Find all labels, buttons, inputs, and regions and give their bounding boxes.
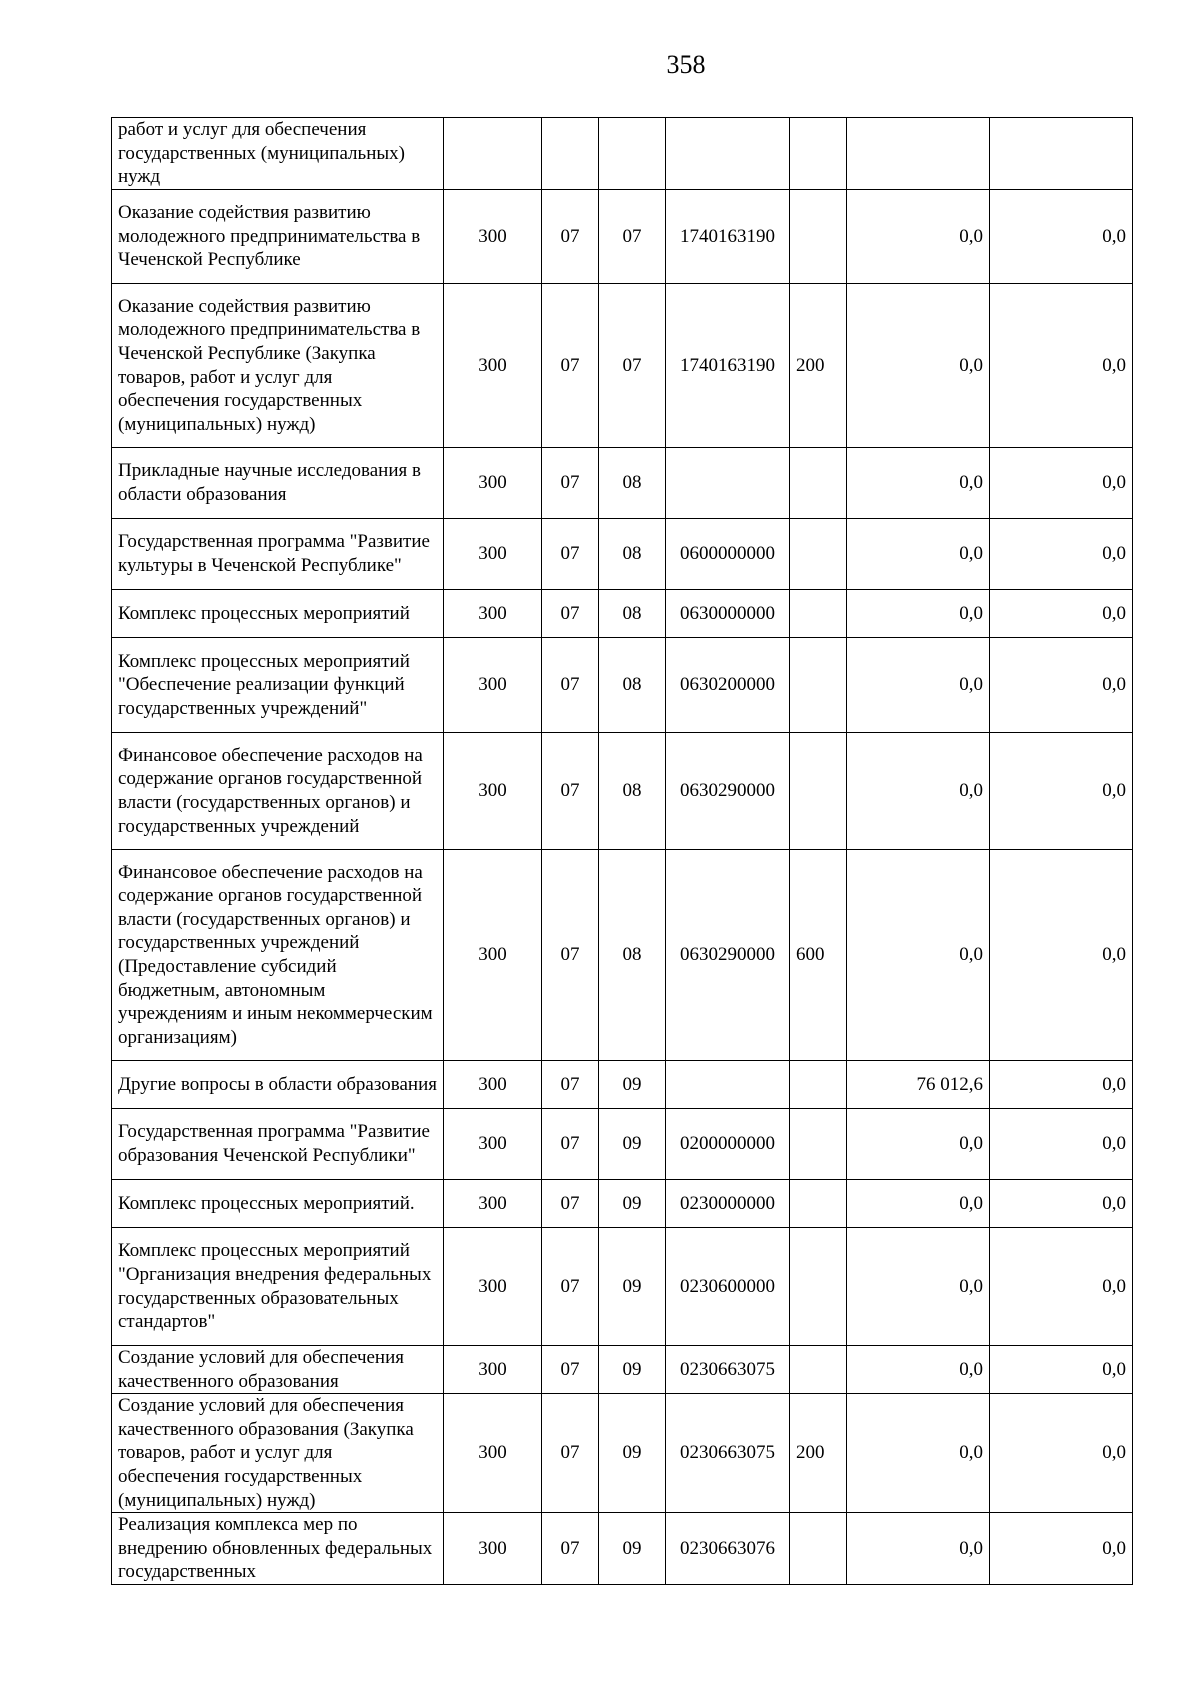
table-row	[112, 1346, 1133, 1394]
table-row	[112, 590, 1133, 638]
cell-admin-code: 300	[444, 190, 542, 284]
cell-subsection: 09	[599, 1346, 666, 1394]
cell-name: Другие вопросы в области образования	[112, 1061, 444, 1109]
cell-target-article: 0230663075	[666, 1346, 790, 1394]
cell-admin-code: 300	[444, 1109, 542, 1180]
table-row	[112, 118, 1133, 190]
cell-amount-2: 0,0	[990, 1394, 1133, 1513]
cell-admin-code: 300	[444, 1180, 542, 1228]
cell-amount-1: 0,0	[847, 519, 990, 590]
cell-name: Комплекс процессных мероприятий	[112, 590, 444, 638]
cell-target-article: 0600000000	[666, 519, 790, 590]
cell-target-article	[666, 448, 790, 519]
cell-expense-type: 200	[790, 1394, 847, 1513]
cell-target-article: 0230000000	[666, 1180, 790, 1228]
cell-amount-1: 0,0	[847, 1228, 990, 1346]
cell-subsection: 09	[599, 1513, 666, 1585]
table-row	[112, 190, 1133, 284]
cell-amount-1: 76 012,6	[847, 1061, 990, 1109]
table-body	[112, 118, 1133, 1585]
cell-name: Прикладные научные исследования в области образования	[112, 448, 444, 519]
table-row	[112, 1180, 1133, 1228]
cell-name: Государственная программа "Развитие образования Чеченской Республики"	[112, 1109, 444, 1180]
cell-section: 07	[542, 850, 599, 1061]
cell-name: Государственная программа "Развитие культуры в Чеченской Республике"	[112, 519, 444, 590]
cell-amount-2: 0,0	[990, 190, 1133, 284]
cell-amount-1: 0,0	[847, 448, 990, 519]
cell-amount-1	[847, 118, 990, 190]
cell-section: 07	[542, 1228, 599, 1346]
cell-target-article: 0230663075	[666, 1394, 790, 1513]
cell-expense-type: 600	[790, 850, 847, 1061]
cell-amount-2: 0,0	[990, 284, 1133, 448]
cell-expense-type	[790, 1061, 847, 1109]
cell-name: Реализация комплекса мер по внедрению обновленных федеральных государственных	[112, 1513, 444, 1585]
cell-subsection: 09	[599, 1061, 666, 1109]
table-row	[112, 1061, 1133, 1109]
cell-target-article	[666, 118, 790, 190]
cell-amount-1: 0,0	[847, 284, 990, 448]
cell-name: Комплекс процессных мероприятий "Обеспечение реализации функций государственных учреждений"	[112, 638, 444, 733]
cell-expense-type	[790, 733, 847, 850]
cell-target-article: 0230600000	[666, 1228, 790, 1346]
cell-name: Комплекс процессных мероприятий.	[112, 1180, 444, 1228]
cell-amount-1: 0,0	[847, 638, 990, 733]
cell-admin-code: 300	[444, 284, 542, 448]
cell-section: 07	[542, 1394, 599, 1513]
cell-admin-code: 300	[444, 1513, 542, 1585]
cell-expense-type	[790, 1513, 847, 1585]
cell-section: 07	[542, 590, 599, 638]
cell-section: 07	[542, 1513, 599, 1585]
cell-section: 07	[542, 1109, 599, 1180]
cell-amount-2: 0,0	[990, 1346, 1133, 1394]
cell-expense-type: 200	[790, 284, 847, 448]
cell-expense-type	[790, 1109, 847, 1180]
table-row	[112, 1394, 1133, 1513]
cell-target-article: 0630290000	[666, 850, 790, 1061]
cell-amount-2: 0,0	[990, 590, 1133, 638]
cell-expense-type	[790, 519, 847, 590]
cell-amount-2: 0,0	[990, 448, 1133, 519]
cell-section	[542, 118, 599, 190]
cell-admin-code: 300	[444, 733, 542, 850]
cell-subsection: 08	[599, 733, 666, 850]
cell-subsection: 07	[599, 284, 666, 448]
cell-target-article: 0630290000	[666, 733, 790, 850]
cell-subsection: 07	[599, 190, 666, 284]
cell-expense-type	[790, 1346, 847, 1394]
cell-admin-code	[444, 118, 542, 190]
table-row	[112, 1513, 1133, 1585]
cell-amount-1: 0,0	[847, 850, 990, 1061]
cell-amount-1: 0,0	[847, 1109, 990, 1180]
cell-subsection: 08	[599, 638, 666, 733]
cell-amount-2: 0,0	[990, 1180, 1133, 1228]
cell-target-article: 0230663076	[666, 1513, 790, 1585]
budget-table	[111, 117, 1133, 1585]
cell-section: 07	[542, 1346, 599, 1394]
cell-amount-1: 0,0	[847, 590, 990, 638]
cell-amount-1: 0,0	[847, 190, 990, 284]
cell-expense-type	[790, 448, 847, 519]
cell-expense-type	[790, 1180, 847, 1228]
cell-admin-code: 300	[444, 448, 542, 519]
cell-expense-type	[790, 190, 847, 284]
cell-amount-2: 0,0	[990, 638, 1133, 733]
cell-target-article: 0630200000	[666, 638, 790, 733]
cell-amount-2: 0,0	[990, 733, 1133, 850]
cell-target-article: 1740163190	[666, 284, 790, 448]
cell-subsection: 08	[599, 850, 666, 1061]
cell-amount-1: 0,0	[847, 733, 990, 850]
cell-admin-code: 300	[444, 850, 542, 1061]
cell-amount-2	[990, 118, 1133, 190]
cell-expense-type	[790, 590, 847, 638]
table-row	[112, 733, 1133, 850]
cell-amount-2: 0,0	[990, 850, 1133, 1061]
cell-section: 07	[542, 1180, 599, 1228]
table-row	[112, 850, 1133, 1061]
cell-amount-2: 0,0	[990, 1228, 1133, 1346]
cell-target-article: 1740163190	[666, 190, 790, 284]
cell-section: 07	[542, 638, 599, 733]
cell-subsection: 09	[599, 1394, 666, 1513]
cell-name: Создание условий для обеспечения качественного образования (Закупка товаров, работ и услуг для обеспечения государственных (муниципальных) нужд)	[112, 1394, 444, 1513]
cell-name: Комплекс процессных мероприятий "Организация внедрения федеральных государственных образовательных стандартов"	[112, 1228, 444, 1346]
cell-expense-type	[790, 118, 847, 190]
cell-amount-1: 0,0	[847, 1346, 990, 1394]
table-row	[112, 519, 1133, 590]
cell-admin-code: 300	[444, 638, 542, 733]
cell-name: работ и услуг для обеспечения государственных (муниципальных) нужд	[112, 118, 444, 190]
cell-name: Оказание содействия развитию молодежного предпринимательства в Чеченской Республике (Закупка товаров, работ и услуг для обеспечения государственных (муниципальных) нужд)	[112, 284, 444, 448]
cell-name: Финансовое обеспечение расходов на содержание органов государственной власти (государственных органов) и государственных учреждений	[112, 733, 444, 850]
table-row	[112, 638, 1133, 733]
page-number: 358	[666, 50, 706, 79]
cell-subsection: 08	[599, 590, 666, 638]
cell-expense-type	[790, 638, 847, 733]
cell-subsection: 09	[599, 1180, 666, 1228]
cell-amount-2: 0,0	[990, 519, 1133, 590]
cell-target-article: 0200000000	[666, 1109, 790, 1180]
cell-section: 07	[542, 1061, 599, 1109]
cell-admin-code: 300	[444, 1346, 542, 1394]
cell-admin-code: 300	[444, 1394, 542, 1513]
cell-subsection: 09	[599, 1228, 666, 1346]
table-row	[112, 284, 1133, 448]
cell-admin-code: 300	[444, 1228, 542, 1346]
cell-section: 07	[542, 733, 599, 850]
cell-name: Создание условий для обеспечения качественного образования	[112, 1346, 444, 1394]
cell-section: 07	[542, 519, 599, 590]
cell-section: 07	[542, 448, 599, 519]
cell-amount-1: 0,0	[847, 1180, 990, 1228]
cell-admin-code: 300	[444, 590, 542, 638]
cell-section: 07	[542, 284, 599, 448]
cell-subsection: 08	[599, 519, 666, 590]
table-row	[112, 1109, 1133, 1180]
cell-subsection	[599, 118, 666, 190]
cell-target-article: 0630000000	[666, 590, 790, 638]
cell-expense-type	[790, 1228, 847, 1346]
cell-section: 07	[542, 190, 599, 284]
cell-amount-2: 0,0	[990, 1109, 1133, 1180]
table-row	[112, 1228, 1133, 1346]
cell-admin-code: 300	[444, 519, 542, 590]
cell-subsection: 08	[599, 448, 666, 519]
cell-target-article	[666, 1061, 790, 1109]
cell-name: Оказание содействия развитию молодежного предпринимательства в Чеченской Республике	[112, 190, 444, 284]
cell-amount-2: 0,0	[990, 1513, 1133, 1585]
cell-name: Финансовое обеспечение расходов на содержание органов государственной власти (государственных органов) и государственных учреждений (Предоставление субсидий бюджетным, автономным учреждениям и иным некоммерческим организациям)	[112, 850, 444, 1061]
cell-amount-1: 0,0	[847, 1394, 990, 1513]
cell-subsection: 09	[599, 1109, 666, 1180]
cell-amount-1: 0,0	[847, 1513, 990, 1585]
cell-amount-2: 0,0	[990, 1061, 1133, 1109]
cell-admin-code: 300	[444, 1061, 542, 1109]
table-row	[112, 448, 1133, 519]
